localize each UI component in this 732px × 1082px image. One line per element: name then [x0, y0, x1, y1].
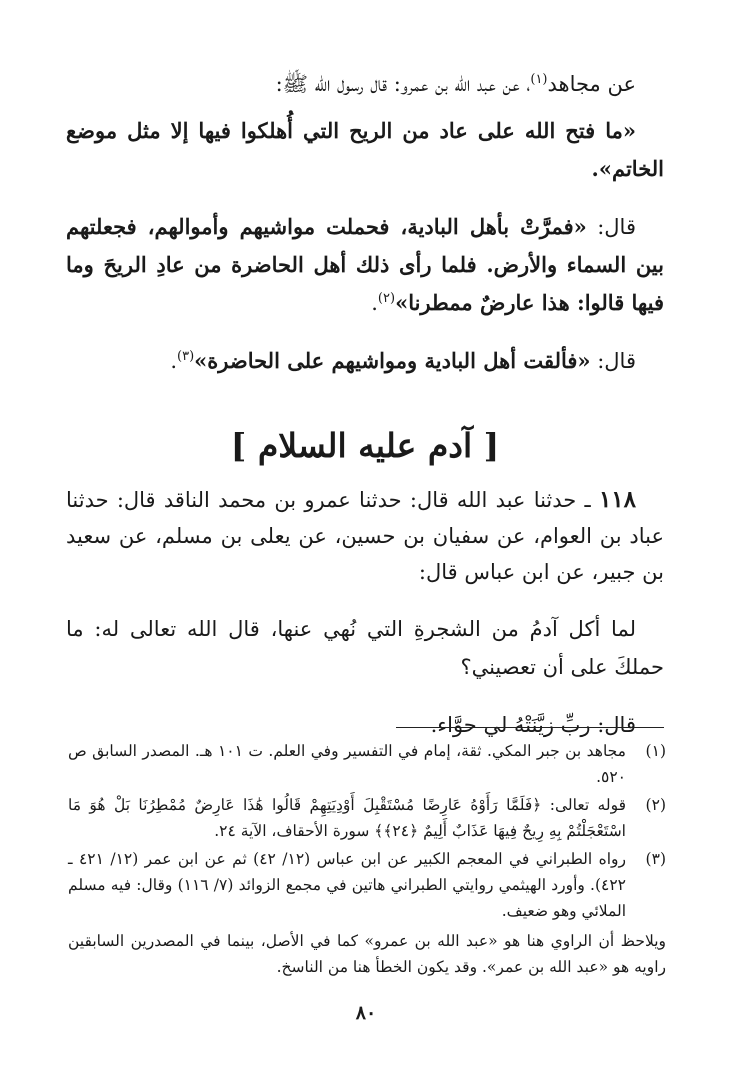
narration-intro: [66, 66, 664, 102]
footnotes: [68, 738, 666, 980]
footnote-3: [68, 846, 666, 924]
footnote-number: (٢): [645, 796, 666, 814]
footnote-text: قوله تعالى: ﴿فَلَمَّا رَأَوْهُ عَارِضًا مُسْتَقْبِلَ أَوْدِيَتِهِمْ قَالُوا هَٰذَا عَارِضٌ مُمْطِرُنَا بَلْ هُوَ مَا اسْتَعْجَلْتُمْ بِهِ رِيحٌ فِيهَا عَذَابٌ أَلِيمٌ ﴿٢٤﴾﴾ سورة الأحقاف، الآية ٢٤.: [68, 796, 626, 840]
narration-intro-continued: ، عن عبد الله بن عمرو: قال رسول الله ﷺ:: [275, 72, 531, 96]
footnote-number: (١): [645, 742, 666, 760]
footnote-text: مجاهد بن جبر المكي. ثقة، إمام في التفسير وفي العلم. ت ١٠١ هـ. المصدر السابق ص ٥٢٠.: [68, 742, 626, 786]
chapter-title: [ آدم عليه السلام ]: [230, 426, 500, 465]
footnote-2: [68, 792, 666, 844]
footnote-1: [68, 738, 666, 790]
footnote-ref-2[interactable]: (٢): [377, 291, 396, 306]
page-number: ٨٠: [355, 1002, 377, 1024]
hadith-matn-1: لما أكل آدمُ من الشجرةِ التي نُهي عنها، قال الله تعالى له: ما حملكَ على أن تعصيني؟: [66, 617, 664, 679]
footnote-ref-1[interactable]: (١): [530, 72, 548, 87]
said-prefix: قال:: [586, 215, 636, 239]
quoted-speech: «فمرَّتْ بأهل البادية، فحملت مواشيهم وأموالهم، فجعلتهم بين السماء والأرض. فلما رأى ذلك أهل الحاضرة من عادِ الريحَ وما فيها قالوا: هذا عارضٌ ممطرنا»: [66, 214, 664, 315]
footnote-divider: [396, 727, 664, 728]
footnote-text: رواه الطبراني في المعجم الكبير عن ابن عباس (١٢/ ٤٢) ثم عن ابن عمر (١٢/ ٤٢١ ـ ٤٢٢). وأورد الهيثمي روايتي الطبراني هاتين في مجمع الزوائد (٧/ ١١٦) وقال: فيه مسلم الملائي وهو ضعيف.: [68, 850, 627, 920]
quoted-speech: «فألقت أهل البادية ومواشيهم على الحاضرة»: [194, 348, 591, 373]
narration-intro-text: عن مجاهد: [547, 72, 636, 96]
period: .: [371, 291, 378, 315]
said-prefix: قال:: [590, 349, 636, 373]
main-text: [66, 66, 664, 744]
narration-paragraph-3: [66, 342, 664, 380]
footnote-remark: ويلاحظ أن الراوي هنا هو «عبد الله بن عمرو» كما في الأصل، بينما في المصدرين السابقين راويه هو «عبد الله بن عمر». وقد يكون الخطأ هنا من الناسخ.: [68, 932, 666, 976]
hadith-text-1: «ما فتح الله على عاد من الريح التي أُهلكوا فيها إلا مثل موضع الخاتم».: [66, 118, 664, 181]
hadith-isnad: ـ حدثنا عبد الله قال: حدثنا عمرو بن محمد الناقد قال: حدثنا عباد بن العوام، عن سفيان بن حسين، عن يعلى بن مسلم، عن سعيد بن جبير، عن ابن عباس قال:: [66, 488, 664, 584]
footnote-number: (٣): [645, 850, 666, 868]
hadith-number: ١١٨: [598, 486, 636, 513]
hadith-chain: [66, 482, 664, 590]
hadith-matn-2: قال: ربِّ زيَّنَتْهُ لي حوَّاء.: [430, 713, 636, 737]
period: .: [170, 349, 178, 373]
narration-paragraph-2: [66, 208, 664, 322]
footnote-ref-3[interactable]: (٣): [177, 349, 195, 364]
